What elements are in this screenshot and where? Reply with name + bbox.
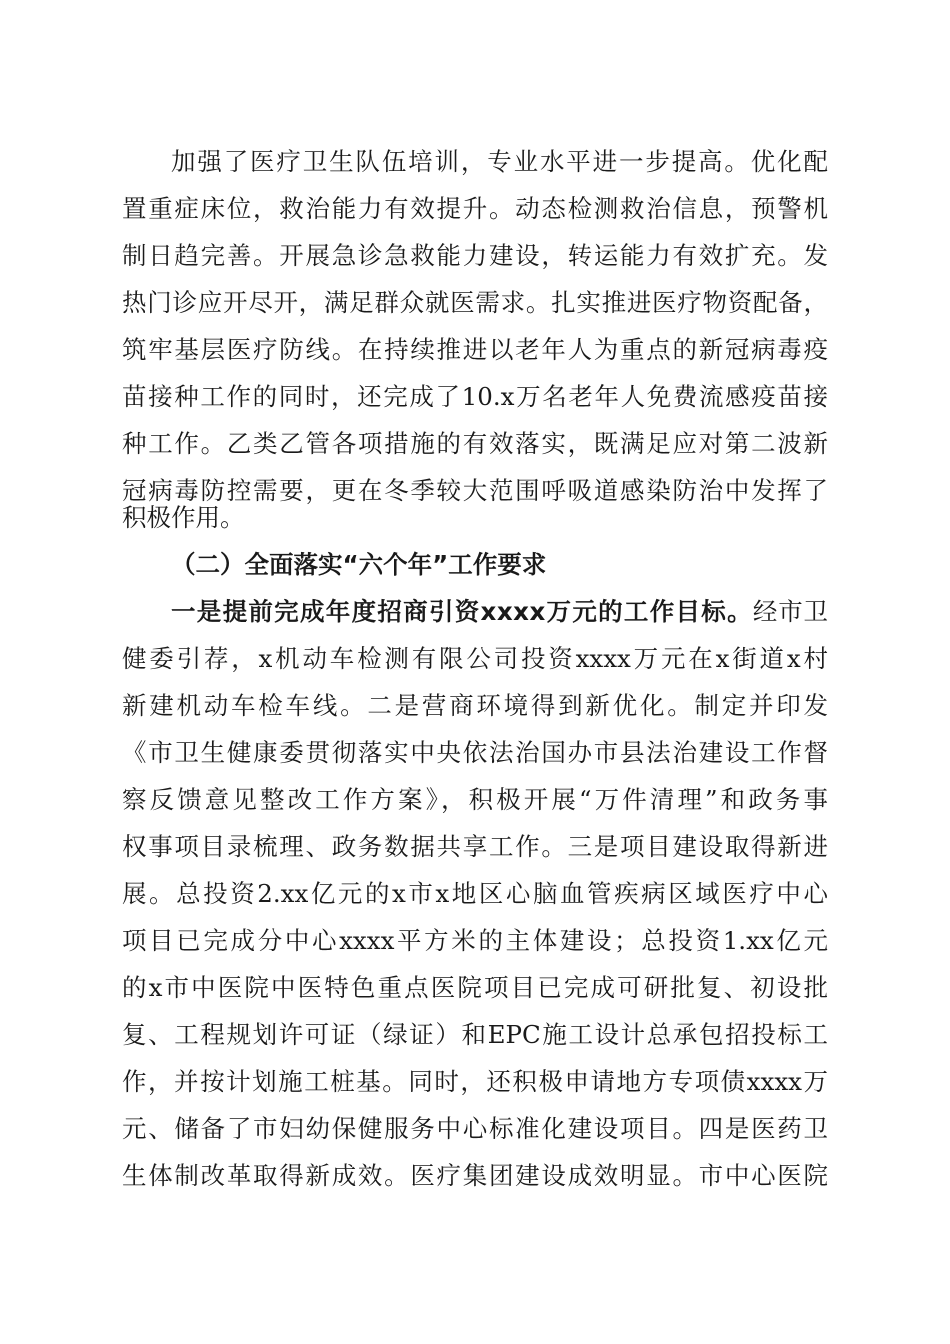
- paragraph-2-line-10: 复、工程规划许可证（绿证）和EPC施工设计总承包招投标工: [122, 1020, 828, 1049]
- paragraph-2-line-13: 生体制改革取得新成效。医疗集团建设成效明显。市中心医院: [122, 1161, 828, 1190]
- paragraph-2-line-5: 察反馈意见整改工作方案》，积极开展“万件清理”和政务事: [122, 785, 828, 814]
- paragraph-2-line-4: 《市卫生健康委贯彻落实中央依法治国办市县法治建设工作督: [122, 738, 828, 767]
- paragraph-2-line-9: 的x市中医院中医特色重点医院项目已完成可研批复、初设批: [122, 973, 828, 1002]
- paragraph-2-lead: 一是提前完成年度招商引资xxxx万元的工作目标。: [171, 597, 753, 626]
- paragraph-2-line-6: 权事项目录梳理、政务数据共享工作。三是项目建设取得新进: [122, 832, 828, 861]
- paragraph-2-line-11: 作，并按计划施工桩基。同时，还积极申请地方专项债xxxx万: [122, 1067, 828, 1096]
- paragraph-2-line-8: 项目已完成分中心xxxx平方米的主体建设；总投资1.xx亿元: [122, 926, 828, 955]
- paragraph-1-line-1: 加强了医疗卫生队伍培训，专业水平进一步提高。优化配: [171, 147, 828, 176]
- paragraph-2-line-1: [171, 592, 828, 632]
- paragraph-1-line-2: 置重症床位，救治能力有效提升。动态检测救治信息，预警机: [122, 194, 828, 223]
- paragraph-2-lead-tail: 经市卫: [752, 597, 828, 626]
- paragraph-1-line-6: 苗接种工作的同时，还完成了10.x万名老年人免费流感疫苗接: [122, 382, 828, 411]
- paragraph-2-line-3: 新建机动车检车线。二是营商环境得到新优化。制定并印发: [122, 691, 828, 720]
- paragraph-1-line-7: 种工作。乙类乙管各项措施的有效落实，既满足应对第二波新: [122, 429, 828, 458]
- paragraph-2-line-7: 展。总投资2.xx亿元的x市x地区心脑血管疾病区域医疗中心: [122, 879, 828, 908]
- paragraph-2-line-2: 健委引荐，x机动车检测有限公司投资xxxx万元在x街道x村: [122, 644, 828, 673]
- paragraph-1-line-4: 热门诊应开尽开，满足群众就医需求。扎实推进医疗物资配备，: [122, 288, 828, 317]
- paragraph-1-line-8: 冠病毒防控需要，更在冬季较大范围呼吸道感染防治中发挥了: [122, 476, 828, 505]
- paragraph-1-line-9: 积极作用。: [122, 503, 245, 532]
- paragraph-2-line-12: 元、储备了市妇幼保健服务中心标准化建设项目。四是医药卫: [122, 1114, 828, 1143]
- paragraph-1-line-5: 筑牢基层医疗防线。在持续推进以老年人为重点的新冠病毒疫: [122, 335, 828, 364]
- section-heading: （二）全面落实“六个年”工作要求: [171, 550, 547, 579]
- paragraph-1-line-3: 制日趋完善。开展急诊急救能力建设，转运能力有效扩充。发: [122, 241, 828, 270]
